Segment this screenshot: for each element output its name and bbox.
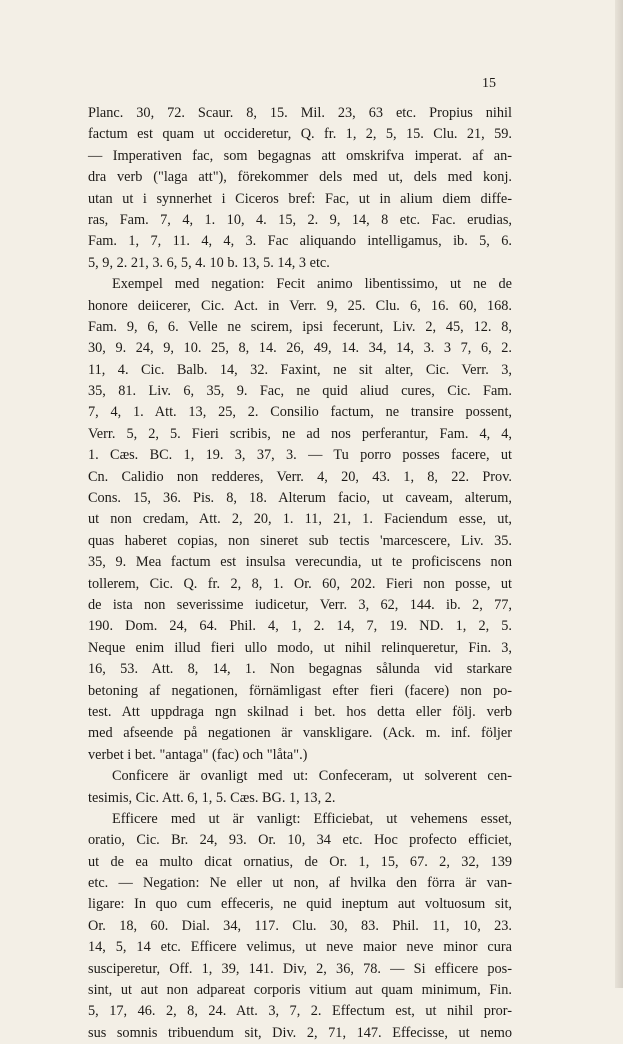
text-line: tollerem, Cic. Q. fr. 2, 8, 1. Or. 60, 202. Fieri non posse, ut	[88, 575, 512, 592]
text-line: utan ut i synnerhet i Ciceros bref: Fac, ut in alium diem diffe-	[88, 190, 512, 207]
text-line: sus somnis tribuendum sit, Div. 2, 71, 147. Effecisse, ut nemo	[88, 1024, 512, 1041]
text-line: de ista non severissime iudicetur, Verr. 3, 62, 144. ib. 2, 77,	[88, 596, 512, 613]
text-line: 35, 81. Liv. 6, 35, 9. Fac, ne quid aliud cures, Cic. Fam.	[88, 383, 512, 400]
text-line: 5, 17, 46. 2, 8, 24. Att. 3, 7, 2. Effectum est, ut nihil pror-	[88, 1003, 512, 1020]
text-line: ut de ea multo dicat ornatius, de Or. 1, 15, 67. 2, 32, 139	[88, 853, 512, 870]
text-line: dra verb ("laga att"), förekommer dels med ut, dels med konj.	[88, 169, 512, 186]
text-line: etc. — Negation: Ne eller ut non, af hvilka den förra är van-	[88, 875, 512, 892]
text-line: Conficere är ovanligt med ut: Confeceram, ut solverent cen-	[112, 768, 512, 785]
text-line: sint, ut aut non adpareat corporis vitium aut quam minimum, Fin.	[88, 982, 512, 999]
text-line: Cn. Calidio non redderes, Verr. 4, 20, 43. 1, 8, 22. Prov.	[88, 468, 512, 485]
text-line: 5, 9, 2. 21, 3. 6, 5, 4. 10 b. 13, 5. 14, 3 etc.	[88, 254, 330, 271]
text-line: factum est quam ut occideretur, Q. fr. 1, 2, 5, 15. Clu. 21, 59.	[88, 126, 512, 143]
text-line: test. Att uppdraga ngn skilnad i bet. hos detta eller följ. verb	[88, 703, 512, 720]
text-line: 11, 4. Cic. Balb. 14, 32. Faxint, ne sit alter, Cic. Verr. 3,	[88, 361, 512, 378]
text-line: ut non credam, Att. 2, 20, 1. 11, 21, 1. Faciendum esse, ut,	[88, 511, 512, 528]
text-line: 16, 53. Att. 8, 14, 1. Non begagnas sålunda vid starkare	[88, 661, 512, 678]
text-line: Cons. 15, 36. Pis. 8, 18. Alterum facio, ut caveam, alterum,	[88, 490, 512, 507]
text-line: 190. Dom. 24, 64. Phil. 4, 1, 2. 14, 7, 19. ND. 1, 2, 5.	[88, 618, 512, 635]
text-line: verbet i bet. "antaga" (fac) och "låta".)	[88, 746, 308, 763]
text-line: — Imperativen fac, som begagnas att omskrifva imperat. af an-	[88, 147, 512, 164]
text-line: Fam. 1, 7, 11. 4, 4, 3. Fac aliquando intelligamus, ib. 5, 6.	[88, 233, 512, 250]
text-line: med afseende på negationen är vanskligare. (Ack. m. inf. följer	[88, 725, 512, 742]
text-line: 30, 9. 24, 9, 10. 25, 8, 14. 26, 49, 14. 34, 14, 3. 3 7, 6, 2.	[88, 340, 512, 357]
text-line: Or. 18, 60. Dial. 34, 117. Clu. 30, 83. Phil. 11, 10, 23.	[88, 917, 512, 934]
text-line: Verr. 5, 2, 5. Fieri scribis, ne ad nos perferantur, Fam. 4, 4,	[88, 425, 512, 442]
text-line: Fam. 9, 6, 6. Velle ne scirem, ipsi fecerunt, Liv. 2, 45, 12. 8,	[88, 318, 512, 335]
text-line: 7, 4, 1. Att. 13, 25, 2. Consilio factum, ne transire possent,	[88, 404, 512, 421]
text-line: ligare: In quo cum effeceris, ne quid ineptum aut voltuosum sit,	[88, 896, 512, 913]
body-text	[88, 103, 512, 1044]
text-line: honore deiicerer, Cic. Act. in Verr. 9, 25. Clu. 6, 16. 60, 168.	[88, 297, 512, 314]
text-line: Efficere med ut är vanligt: Efficiebat, ut vehemens esset,	[112, 810, 512, 827]
text-line: Neque enim illud fieri ullo modo, ut nihil relinqueretur, Fin. 3,	[88, 639, 512, 656]
text-line: ras, Fam. 7, 4, 1. 10, 4. 15, 2. 9, 14, 8 etc. Fac. erudias,	[88, 211, 512, 228]
text-line: 35, 9. Mea factum est insulsa verecundia, ut te proficiscens non	[88, 554, 512, 571]
text-line: Exempel med negation: Fecit animo libentissimo, ut ne de	[112, 276, 512, 293]
page-edge	[615, 0, 623, 988]
text-line: betoning af negationen, förnämligast efter fieri (facere) non po-	[88, 682, 512, 699]
page-number: 15	[482, 76, 496, 91]
text-line: tesimis, Cic. Att. 6, 1, 5. Cæs. BG. 1, 13, 2.	[88, 789, 336, 806]
text-line: oratio, Cic. Br. 24, 93. Or. 10, 34 etc. Hoc profecto efficiet,	[88, 832, 512, 849]
text-line: 1. Cæs. BC. 1, 19. 3, 37, 3. — Tu porro posses facere, ut	[88, 447, 512, 464]
text-line: 14, 5, 14 etc. Efficere velimus, ut neve maior neve minor cura	[88, 939, 512, 956]
text-line: susciperetur, Off. 1, 39, 141. Div, 2, 36, 78. — Si efficere pos-	[88, 960, 512, 977]
text-line: quas haberet copias, non sineret sub tectis 'marcescere, Liv. 35.	[88, 532, 512, 549]
text-line: Planc. 30, 72. Scaur. 8, 15. Mil. 23, 63 etc. Propius nihil	[88, 105, 512, 121]
